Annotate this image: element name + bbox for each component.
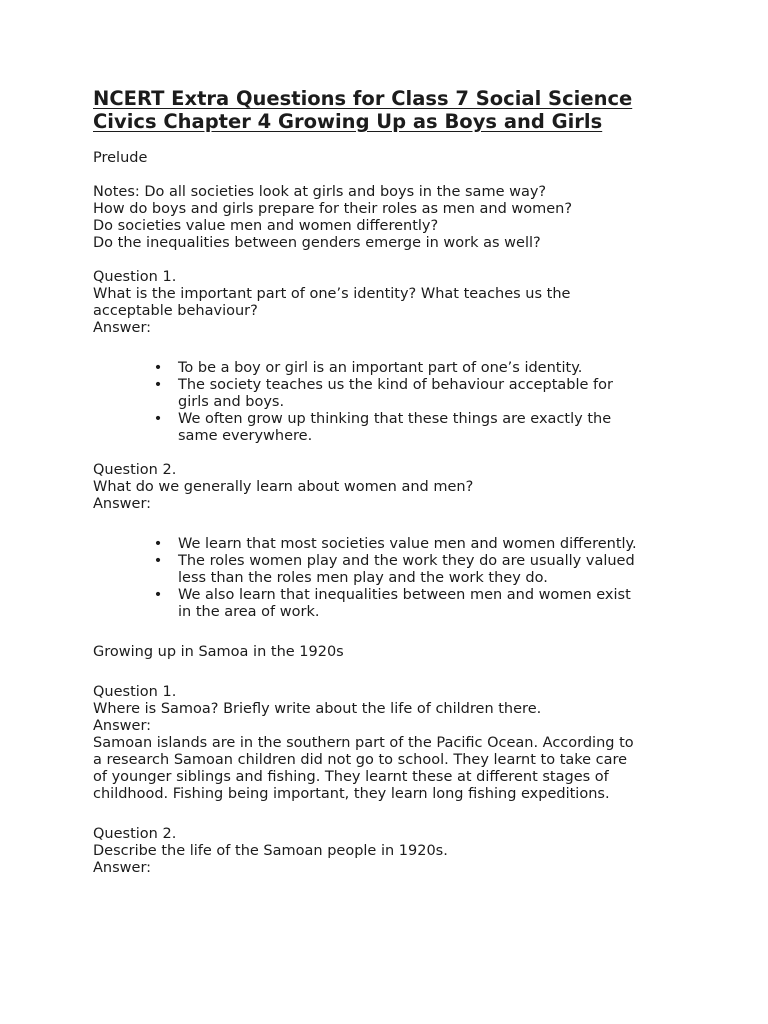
- answer-bullet-list: [153, 360, 693, 445]
- bullet-icon: •: [153, 553, 163, 569]
- question-text: What do we generally learn about women and men?: [93, 479, 474, 495]
- list-item: [153, 553, 693, 587]
- question-block: [93, 462, 693, 513]
- list-item: [153, 411, 693, 445]
- question-label: Question 2.: [93, 826, 177, 842]
- answer-text: Samoan islands are in the southern part of the Pacific Ocean. According to: [93, 735, 634, 751]
- answer-bullet-list: [153, 536, 693, 621]
- bullet-text: To be a boy or girl is an important part of one’s identity.: [178, 360, 583, 376]
- list-item: [153, 360, 693, 377]
- question-text: What is the important part of one’s identity? What teaches us the: [93, 286, 571, 302]
- answer-text: a research Samoan children did not go to school. They learnt to take care: [93, 752, 628, 768]
- answer-label: Answer:: [93, 718, 152, 734]
- page-title: [93, 87, 693, 133]
- bullet-text: We learn that most societies value men and women differently.: [178, 536, 637, 552]
- answer-label: Answer:: [93, 320, 152, 336]
- bullet-icon: •: [153, 587, 163, 603]
- bullet-text: same everywhere.: [178, 428, 313, 444]
- answer-text: childhood. Fishing being important, they learn long fishing expeditions.: [93, 786, 610, 802]
- list-item: [153, 587, 693, 621]
- answer-label: Answer:: [93, 496, 152, 512]
- bullet-icon: •: [153, 411, 163, 427]
- notes-paragraph: [93, 184, 693, 252]
- answer-text: of younger siblings and fishing. They learnt these at different stages of: [93, 769, 609, 785]
- document-body: [93, 87, 693, 877]
- question-block: [93, 684, 693, 803]
- notes-line: Notes: Do all societies look at girls and boys in the same way?: [93, 184, 547, 200]
- question-block: [93, 269, 693, 337]
- bullet-text: The society teaches us the kind of behaviour acceptable for: [178, 377, 613, 393]
- bullet-icon: •: [153, 360, 163, 376]
- bullet-text: less than the roles men play and the work they do.: [178, 570, 548, 586]
- question-block: [93, 826, 693, 877]
- bullet-text: girls and boys.: [178, 394, 285, 410]
- list-item: [153, 377, 693, 411]
- bullet-icon: •: [153, 377, 163, 393]
- prelude-heading: Prelude: [93, 150, 148, 166]
- bullet-text: in the area of work.: [178, 604, 320, 620]
- list-item: [153, 536, 693, 553]
- notes-line: Do societies value men and women differently?: [93, 218, 439, 234]
- notes-line: Do the inequalities between genders emerge in work as well?: [93, 235, 541, 251]
- answer-label: Answer:: [93, 860, 152, 876]
- title-line: NCERT Extra Questions for Class 7 Social Science: [93, 87, 633, 110]
- notes-line: How do boys and girls prepare for their roles as men and women?: [93, 201, 573, 217]
- question-text: acceptable behaviour?: [93, 303, 258, 319]
- bullet-text: We also learn that inequalities between men and women exist: [178, 587, 631, 603]
- question-label: Question 2.: [93, 462, 177, 478]
- question-text: Where is Samoa? Briefly write about the life of children there.: [93, 701, 542, 717]
- section-heading: Growing up in Samoa in the 1920s: [93, 644, 344, 660]
- question-label: Question 1.: [93, 269, 177, 285]
- title-line: Civics Chapter 4 Growing Up as Boys and Girls: [93, 110, 603, 133]
- bullet-text: The roles women play and the work they do are usually valued: [178, 553, 635, 569]
- question-label: Question 1.: [93, 684, 177, 700]
- question-text: Describe the life of the Samoan people in 1920s.: [93, 843, 448, 859]
- bullet-text: We often grow up thinking that these things are exactly the: [178, 411, 612, 427]
- bullet-icon: •: [153, 536, 163, 552]
